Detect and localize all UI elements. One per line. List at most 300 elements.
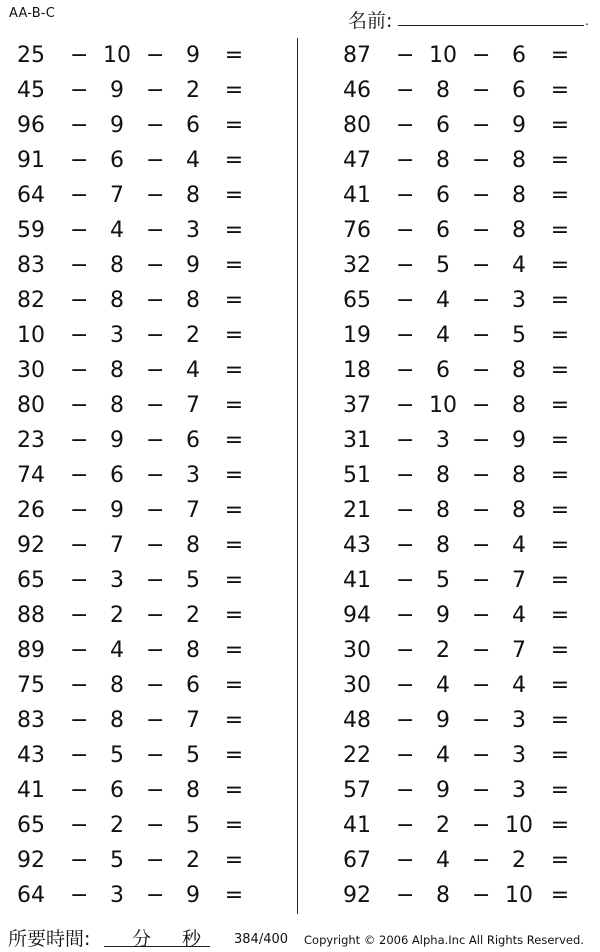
equals-sign: = — [550, 638, 570, 663]
seconds-label: 秒 — [182, 928, 202, 950]
problem-row — [326, 318, 596, 353]
minuend: 41 — [343, 568, 371, 593]
problem-row — [0, 248, 270, 283]
minus-sign: − — [146, 673, 165, 698]
problem-row — [326, 143, 596, 178]
minus-sign: − — [70, 253, 89, 278]
minus-sign: − — [146, 43, 165, 68]
problem-row — [0, 283, 270, 318]
subtrahend-2: 3 — [186, 218, 200, 243]
subtrahend-1: 6 — [436, 358, 450, 383]
equals-sign: = — [550, 183, 570, 208]
subtrahend-1: 8 — [436, 148, 450, 173]
problem-row — [326, 248, 596, 283]
name-end-mark: . — [585, 14, 589, 28]
minuend: 92 — [343, 883, 371, 908]
minus-sign: − — [472, 323, 491, 348]
subtrahend-1: 8 — [436, 498, 450, 523]
problem-row — [0, 318, 270, 353]
subtrahend-1: 9 — [436, 708, 450, 733]
subtrahend-2: 7 — [186, 708, 200, 733]
minus-sign: − — [70, 428, 89, 453]
equals-sign: = — [224, 498, 244, 523]
subtrahend-2: 5 — [186, 813, 200, 838]
minus-sign: − — [70, 463, 89, 488]
minus-sign: − — [472, 358, 491, 383]
equals-sign: = — [550, 848, 570, 873]
minuend: 76 — [343, 218, 371, 243]
subtrahend-1: 8 — [110, 288, 124, 313]
subtrahend-1: 10 — [429, 43, 457, 68]
subtrahend-2: 3 — [186, 463, 200, 488]
problem-column-right — [326, 38, 596, 913]
minus-sign: − — [146, 813, 165, 838]
minuend: 41 — [343, 813, 371, 838]
equals-sign: = — [550, 603, 570, 628]
minuend: 83 — [17, 253, 45, 278]
subtrahend-2: 9 — [186, 253, 200, 278]
minuend: 92 — [17, 533, 45, 558]
minuend: 83 — [17, 708, 45, 733]
subtrahend-2: 5 — [186, 743, 200, 768]
minus-sign: − — [146, 78, 165, 103]
problem-row — [326, 213, 596, 248]
minus-sign: − — [472, 568, 491, 593]
subtrahend-2: 7 — [512, 638, 526, 663]
minus-sign: − — [472, 813, 491, 838]
subtrahend-1: 9 — [110, 113, 124, 138]
equals-sign: = — [550, 428, 570, 453]
minus-sign: − — [396, 428, 415, 453]
problem-row — [326, 843, 596, 878]
subtrahend-1: 8 — [110, 358, 124, 383]
minus-sign: − — [396, 533, 415, 558]
minus-sign: − — [396, 43, 415, 68]
minus-sign: − — [70, 148, 89, 173]
equals-sign: = — [224, 393, 244, 418]
minus-sign: − — [396, 393, 415, 418]
minus-sign: − — [396, 288, 415, 313]
minus-sign: − — [146, 568, 165, 593]
minus-sign: − — [472, 778, 491, 803]
subtrahend-2: 2 — [186, 323, 200, 348]
subtrahend-1: 10 — [103, 43, 131, 68]
minus-sign: − — [472, 498, 491, 523]
problem-row — [326, 633, 596, 668]
subtrahend-2: 9 — [512, 428, 526, 453]
minus-sign: − — [146, 883, 165, 908]
subtrahend-1: 4 — [436, 288, 450, 313]
problem-row — [0, 563, 270, 598]
minutes-label: 分 — [132, 928, 152, 950]
subtrahend-1: 4 — [436, 848, 450, 873]
minus-sign: − — [472, 183, 491, 208]
subtrahend-1: 2 — [110, 603, 124, 628]
problem-row — [326, 108, 596, 143]
minus-sign: − — [472, 218, 491, 243]
minuend: 48 — [343, 708, 371, 733]
subtrahend-2: 8 — [186, 778, 200, 803]
equals-sign: = — [224, 778, 244, 803]
minuend: 65 — [17, 813, 45, 838]
minus-sign: − — [70, 43, 89, 68]
column-divider — [297, 38, 298, 914]
minus-sign: − — [396, 148, 415, 173]
minuend: 67 — [343, 848, 371, 873]
subtrahend-1: 2 — [436, 813, 450, 838]
problem-row — [0, 773, 270, 808]
equals-sign: = — [224, 43, 244, 68]
minuend: 18 — [343, 358, 371, 383]
problem-row — [326, 353, 596, 388]
equals-sign: = — [224, 883, 244, 908]
minus-sign: − — [146, 148, 165, 173]
equals-sign: = — [224, 708, 244, 733]
equals-sign: = — [224, 813, 244, 838]
minus-sign: − — [396, 883, 415, 908]
minuend: 59 — [17, 218, 45, 243]
minus-sign: − — [70, 883, 89, 908]
minus-sign: − — [70, 848, 89, 873]
minuend: 74 — [17, 463, 45, 488]
minuend: 41 — [17, 778, 45, 803]
minus-sign: − — [146, 533, 165, 558]
problem-row — [326, 528, 596, 563]
subtrahend-2: 8 — [186, 533, 200, 558]
problem-row — [0, 668, 270, 703]
minuend: 64 — [17, 183, 45, 208]
subtrahend-1: 8 — [110, 708, 124, 733]
subtrahend-2: 10 — [505, 883, 533, 908]
minus-sign: − — [70, 568, 89, 593]
minuend: 92 — [17, 848, 45, 873]
problem-row — [326, 773, 596, 808]
equals-sign: = — [224, 533, 244, 558]
minus-sign: − — [146, 323, 165, 348]
subtrahend-1: 9 — [436, 778, 450, 803]
minus-sign: − — [146, 638, 165, 663]
equals-sign: = — [224, 638, 244, 663]
minuend: 51 — [343, 463, 371, 488]
minus-sign: − — [472, 638, 491, 663]
subtrahend-2: 2 — [186, 603, 200, 628]
subtrahend-2: 4 — [512, 603, 526, 628]
subtrahend-1: 8 — [110, 393, 124, 418]
minus-sign: − — [146, 393, 165, 418]
minus-sign: − — [472, 393, 491, 418]
equals-sign: = — [550, 253, 570, 278]
minus-sign: − — [146, 288, 165, 313]
equals-sign: = — [224, 848, 244, 873]
minus-sign: − — [396, 78, 415, 103]
minus-sign: − — [70, 113, 89, 138]
equals-sign: = — [550, 673, 570, 698]
subtrahend-1: 6 — [436, 183, 450, 208]
subtrahend-1: 4 — [436, 323, 450, 348]
problem-row — [326, 283, 596, 318]
problem-row — [326, 38, 596, 73]
problem-row — [0, 353, 270, 388]
subtrahend-2: 3 — [512, 743, 526, 768]
minus-sign: − — [396, 708, 415, 733]
subtrahend-1: 9 — [110, 78, 124, 103]
subtrahend-2: 8 — [512, 498, 526, 523]
subtrahend-1: 2 — [110, 813, 124, 838]
problem-row — [0, 808, 270, 843]
problem-row — [0, 423, 270, 458]
subtrahend-2: 9 — [186, 43, 200, 68]
minuend: 91 — [17, 148, 45, 173]
equals-sign: = — [550, 288, 570, 313]
minus-sign: − — [146, 463, 165, 488]
minus-sign: − — [396, 603, 415, 628]
minus-sign: − — [472, 673, 491, 698]
equals-sign: = — [550, 498, 570, 523]
problem-column-left — [0, 38, 270, 913]
minus-sign: − — [70, 673, 89, 698]
equals-sign: = — [224, 358, 244, 383]
minuend: 30 — [17, 358, 45, 383]
equals-sign: = — [224, 428, 244, 453]
minuend: 96 — [17, 113, 45, 138]
minus-sign: − — [396, 253, 415, 278]
minus-sign: − — [70, 603, 89, 628]
minus-sign: − — [472, 288, 491, 313]
subtrahend-2: 8 — [512, 218, 526, 243]
subtrahend-1: 6 — [436, 113, 450, 138]
equals-sign: = — [224, 253, 244, 278]
subtrahend-2: 6 — [186, 673, 200, 698]
equals-sign: = — [550, 393, 570, 418]
problem-row — [326, 703, 596, 738]
minus-sign: − — [146, 113, 165, 138]
minus-sign: − — [146, 778, 165, 803]
equals-sign: = — [550, 113, 570, 138]
equals-sign: = — [224, 463, 244, 488]
subtrahend-2: 8 — [512, 183, 526, 208]
subtrahend-2: 4 — [186, 358, 200, 383]
minus-sign: − — [396, 638, 415, 663]
equals-sign: = — [550, 218, 570, 243]
subtrahend-2: 3 — [512, 708, 526, 733]
problem-row — [326, 458, 596, 493]
minuend: 22 — [343, 743, 371, 768]
minuend: 19 — [343, 323, 371, 348]
minus-sign: − — [472, 533, 491, 558]
time-taken-label: 所要時間: — [8, 928, 91, 950]
subtrahend-1: 6 — [110, 463, 124, 488]
minus-sign: − — [396, 218, 415, 243]
subtrahend-1: 4 — [110, 218, 124, 243]
problem-row — [326, 178, 596, 213]
subtrahend-2: 8 — [512, 358, 526, 383]
subtrahend-1: 2 — [436, 638, 450, 663]
minuend: 87 — [343, 43, 371, 68]
minuend: 80 — [343, 113, 371, 138]
minuend: 88 — [17, 603, 45, 628]
subtrahend-2: 4 — [512, 533, 526, 558]
subtrahend-1: 10 — [429, 393, 457, 418]
equals-sign: = — [550, 43, 570, 68]
equals-sign: = — [550, 743, 570, 768]
subtrahend-2: 2 — [512, 848, 526, 873]
subtrahend-1: 5 — [436, 253, 450, 278]
subtrahend-1: 3 — [436, 428, 450, 453]
equals-sign: = — [550, 358, 570, 383]
minuend: 37 — [343, 393, 371, 418]
subtrahend-2: 7 — [186, 393, 200, 418]
problem-row — [0, 388, 270, 423]
minus-sign: − — [146, 183, 165, 208]
minuend: 46 — [343, 78, 371, 103]
problem-row — [0, 738, 270, 773]
subtrahend-2: 8 — [186, 288, 200, 313]
minus-sign: − — [472, 743, 491, 768]
minus-sign: − — [70, 708, 89, 733]
problem-row — [0, 703, 270, 738]
minus-sign: − — [472, 603, 491, 628]
minuend: 82 — [17, 288, 45, 313]
equals-sign: = — [550, 813, 570, 838]
equals-sign: = — [224, 743, 244, 768]
minus-sign: − — [146, 708, 165, 733]
minus-sign: − — [70, 813, 89, 838]
problem-row — [0, 108, 270, 143]
equals-sign: = — [550, 708, 570, 733]
subtrahend-2: 4 — [512, 253, 526, 278]
subtrahend-2: 6 — [186, 113, 200, 138]
problem-row — [326, 598, 596, 633]
minus-sign: − — [146, 428, 165, 453]
problem-row — [0, 843, 270, 878]
subtrahend-2: 7 — [512, 568, 526, 593]
minuend: 64 — [17, 883, 45, 908]
subtrahend-1: 8 — [110, 673, 124, 698]
name-field[interactable] — [348, 6, 588, 32]
minus-sign: − — [396, 568, 415, 593]
equals-sign: = — [224, 323, 244, 348]
subtrahend-2: 8 — [186, 183, 200, 208]
problem-row — [0, 458, 270, 493]
minuend: 65 — [343, 288, 371, 313]
problem-row — [326, 388, 596, 423]
subtrahend-2: 9 — [186, 883, 200, 908]
subtrahend-2: 6 — [512, 43, 526, 68]
page-number: 384/400 — [234, 932, 289, 947]
subtrahend-1: 8 — [436, 78, 450, 103]
name-label: 名前: — [348, 10, 393, 32]
problem-row — [0, 493, 270, 528]
equals-sign: = — [224, 288, 244, 313]
subtrahend-1: 8 — [436, 883, 450, 908]
subtrahend-1: 9 — [110, 498, 124, 523]
minus-sign: − — [146, 743, 165, 768]
copyright-notice: Copyright © 2006 Alpha.Inc All Rights Reserved. — [304, 933, 584, 947]
subtrahend-1: 5 — [110, 848, 124, 873]
equals-sign: = — [550, 568, 570, 593]
minuend: 43 — [343, 533, 371, 558]
problem-row — [326, 423, 596, 458]
minus-sign: − — [396, 358, 415, 383]
minus-sign: − — [396, 813, 415, 838]
minus-sign: − — [396, 743, 415, 768]
minus-sign: − — [472, 428, 491, 453]
subtrahend-2: 2 — [186, 78, 200, 103]
problem-row — [326, 738, 596, 773]
problem-row — [0, 73, 270, 108]
subtrahend-2: 6 — [512, 78, 526, 103]
subtrahend-2: 2 — [186, 848, 200, 873]
minuend: 75 — [17, 673, 45, 698]
subtrahend-1: 4 — [436, 673, 450, 698]
minus-sign: − — [146, 848, 165, 873]
minus-sign: − — [396, 183, 415, 208]
minus-sign: − — [146, 498, 165, 523]
subtrahend-1: 9 — [436, 603, 450, 628]
problem-row — [326, 493, 596, 528]
minus-sign: − — [472, 43, 491, 68]
subtrahend-2: 8 — [186, 638, 200, 663]
subtrahend-2: 8 — [512, 463, 526, 488]
subtrahend-1: 4 — [436, 743, 450, 768]
subtrahend-1: 8 — [436, 463, 450, 488]
minus-sign: − — [472, 78, 491, 103]
problem-row — [0, 878, 270, 913]
subtrahend-2: 3 — [512, 778, 526, 803]
minus-sign: − — [70, 533, 89, 558]
problem-row — [0, 178, 270, 213]
equals-sign: = — [224, 148, 244, 173]
subtrahend-2: 5 — [512, 323, 526, 348]
problem-row — [326, 563, 596, 598]
problem-row — [0, 213, 270, 248]
minus-sign: − — [396, 848, 415, 873]
equals-sign: = — [224, 183, 244, 208]
subtrahend-2: 3 — [512, 288, 526, 313]
minuend: 32 — [343, 253, 371, 278]
minus-sign: − — [70, 393, 89, 418]
subtrahend-2: 7 — [186, 498, 200, 523]
minuend: 41 — [343, 183, 371, 208]
minus-sign: − — [396, 113, 415, 138]
subtrahend-2: 4 — [186, 148, 200, 173]
equals-sign: = — [224, 113, 244, 138]
minuend: 89 — [17, 638, 45, 663]
minus-sign: − — [70, 288, 89, 313]
minus-sign: − — [146, 603, 165, 628]
worksheet-code: AA-B-C — [9, 6, 55, 21]
subtrahend-1: 7 — [110, 183, 124, 208]
minus-sign: − — [396, 498, 415, 523]
minus-sign: − — [472, 708, 491, 733]
minuend: 21 — [343, 498, 371, 523]
subtrahend-1: 5 — [110, 743, 124, 768]
problem-row — [326, 808, 596, 843]
subtrahend-1: 3 — [110, 883, 124, 908]
minus-sign: − — [70, 638, 89, 663]
minuend: 47 — [343, 148, 371, 173]
equals-sign: = — [550, 533, 570, 558]
equals-sign: = — [224, 673, 244, 698]
minus-sign: − — [472, 848, 491, 873]
minuend: 57 — [343, 778, 371, 803]
subtrahend-2: 8 — [512, 393, 526, 418]
minuend: 30 — [343, 673, 371, 698]
subtrahend-2: 5 — [186, 568, 200, 593]
minuend: 31 — [343, 428, 371, 453]
equals-sign: = — [550, 778, 570, 803]
minus-sign: − — [70, 218, 89, 243]
